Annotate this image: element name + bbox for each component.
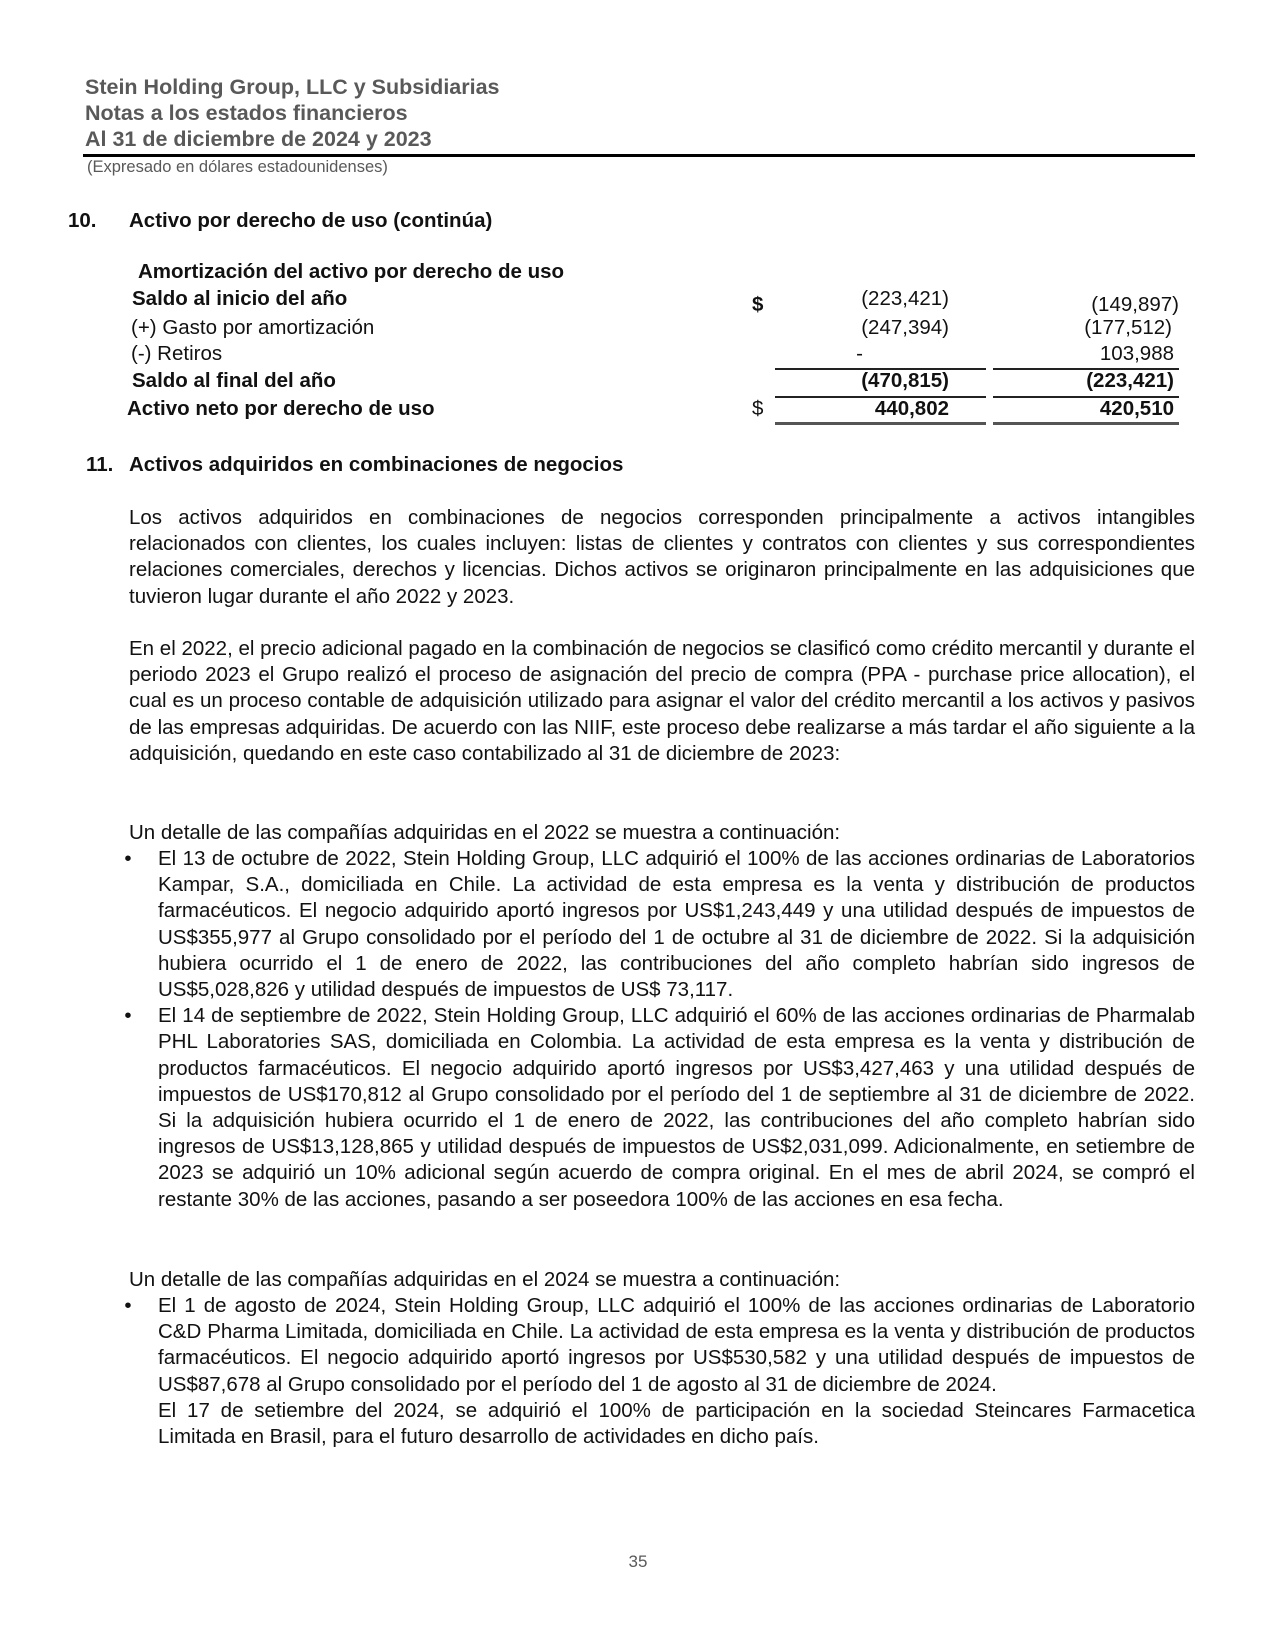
acquisition-steincares: El 17 de setiembre del 2024, se adquirió el 100% de participación en la sociedad Steincares Farmacetica Limitada en Brasil, para el futuro desarrollo de actividades en dicho país. [158,1398,1195,1449]
value-2024: (470,815) [861,369,949,392]
value-2024: (223,421) [861,287,949,310]
row-label: Activo neto por derecho de uso [127,397,435,420]
paragraph-intangibles: Los activos adquiridos en combinaciones de negocios corresponden principalmente a activos intangibles relacionados con clientes, los cuales incluyen: listas de clientes y contratos con clientes y sus correspondientes relaciones comerciales, derechos y licencias. Dichos activos se originaron principalmente en las adquisiciones que tuvieron lugar durante el año 2022 y 2023. [129,506,1195,608]
value-2023: 103,988 [1099,342,1174,365]
row-label: Saldo al inicio del año [132,287,348,310]
page-number: 35 [628,1552,648,1571]
table-title: Amortización del activo por derecho de uso [138,260,565,283]
row-label: (-) Retiros [131,342,223,365]
double-rule-2024 [775,422,986,425]
paragraph-ppa: En el 2022, el precio adicional pagado en la combinación de negocios se clasificó como crédito mercantil y durante el periodo 2023 el Grupo realizó el proceso de asignación del precio de compra (PPA - purchase price allocation), el cual es un proceso contable de adquisición utilizado para asignar el valor del crédito mercantil a los activos y pasivos de las empresas adquiridas. De acuerdo con las NIIF, este proceso debe realizarse a más tardar el año siguiente a la adquisición, quedando en este caso contabilizado al 31 de diciembre de 2023: [129,637,1195,765]
value-2023: (149,897) [1091,293,1179,316]
list-item [118,1003,1195,1213]
acquisition-pharmalab: El 14 de septiembre de 2022, Stein Holding Group, LLC adquirió el 60% de las acciones ordinarias de Pharmalab PHL Laboratories SAS, domiciliada en Colombia. La actividad de esta empresa es la venta y distribución de productos farmacéuticos. El negocio adquirido aportó ingresos por US$3,427,463 y una utilidad después de impuestos de US$170,812 al Grupo consolidado por el período del 1 de septiembre al 31 de diciembre de 2022. Si la adquisición hubiera ocurrido el 1 de enero de 2022, las contribuciones del año completo habrían sido ingresos de US$13,128,865 y utilidad después de impuestos de US$2,031,099. Adicionalmente, en setiembre de 2023 se adquirió un 10% adicional según acuerdo de compra original. En el mes de abril 2024, se compró el restante 30% de las acciones, pasando a ser poseedora 100% de las acciones en esa fecha. [158,1004,1195,1211]
value-2023: 420,510 [1099,397,1174,420]
bullet-icon: • [124,1294,132,1317]
table-row [0,287,1276,314]
table-row [0,397,1276,424]
table-row [0,316,1276,343]
currency-note: (Expresado en dólares estadounidenses) [87,158,388,176]
bullet-icon: • [124,847,132,870]
double-rule-2023 [993,422,1179,425]
table-row [0,369,1276,396]
row-label: (+) Gasto por amortización [131,316,375,339]
value-2024: - [856,342,863,365]
section-10-number: 10. [68,209,97,232]
value-2024: (247,394) [861,316,949,339]
intro-2022: Un detalle de las compañías adquiridas en el 2022 se muestra a continuación: [129,821,841,844]
section-11-title: Activos adquiridos en combinaciones de negocios [129,453,624,476]
document-title: Notas a los estados financieros [85,101,408,125]
company-name: Stein Holding Group, LLC y Subsidiarias [85,75,500,99]
acquisitions-2024-list [118,1293,1195,1450]
acquisition-kampar: El 13 de octubre de 2022, Stein Holding Group, LLC adquirió el 100% de las acciones ordinarias de Laboratorios Kampar, S.A., domiciliada en Chile. La actividad de esta empresa es la venta y distribución de productos farmacéuticos. El negocio adquirido aportó ingresos por US$1,243,449 y una utilidad después de impuestos de US$355,977 al Grupo consolidado por el período del 1 de octubre al 31 de diciembre de 2022. Si la adquisición hubiera ocurrido el 1 de enero de 2022, las contribuciones del año completo habrían sido ingresos de US$5,028,826 y utilidad después de impuestos de US$ 73,117. [158,847,1195,1002]
list-item [118,1293,1195,1398]
section-10-title: Activo por derecho de uso (continúa) [129,209,493,232]
currency-symbol: $ [752,293,764,316]
currency-symbol: $ [752,397,764,420]
row-label: Saldo al final del año [132,369,336,392]
list-item [118,846,1195,1003]
bullet-icon: • [124,1004,132,1028]
intro-2024: Un detalle de las compañías adquiridas en el 2024 se muestra a continuación: [129,1268,841,1291]
section-11-number: 11. [86,453,114,476]
value-2023: (223,421) [1086,369,1174,392]
table-row [0,342,1276,369]
acquisition-cd-pharma: El 1 de agosto de 2024, Stein Holding Group, LLC adquirió el 100% de las acciones ordinarias de Laboratorio C&D Pharma Limitada, domiciliada en Chile. La actividad de esta empresa es la venta y distribución de productos farmacéuticos. El negocio adquirido aportó ingresos por US$530,582 y una utilidad después de impuestos de US$87,678 al Grupo consolidado por el período del 1 de agosto al 31 de diciembre de 2024. [158,1294,1195,1396]
value-2024: 440,802 [874,397,949,420]
value-2023: (177,512) [1084,316,1172,339]
document-header [85,74,500,152]
report-period: Al 31 de diciembre de 2024 y 2023 [85,127,432,151]
acquisitions-2022-list [118,846,1195,1213]
header-rule [83,154,1195,157]
